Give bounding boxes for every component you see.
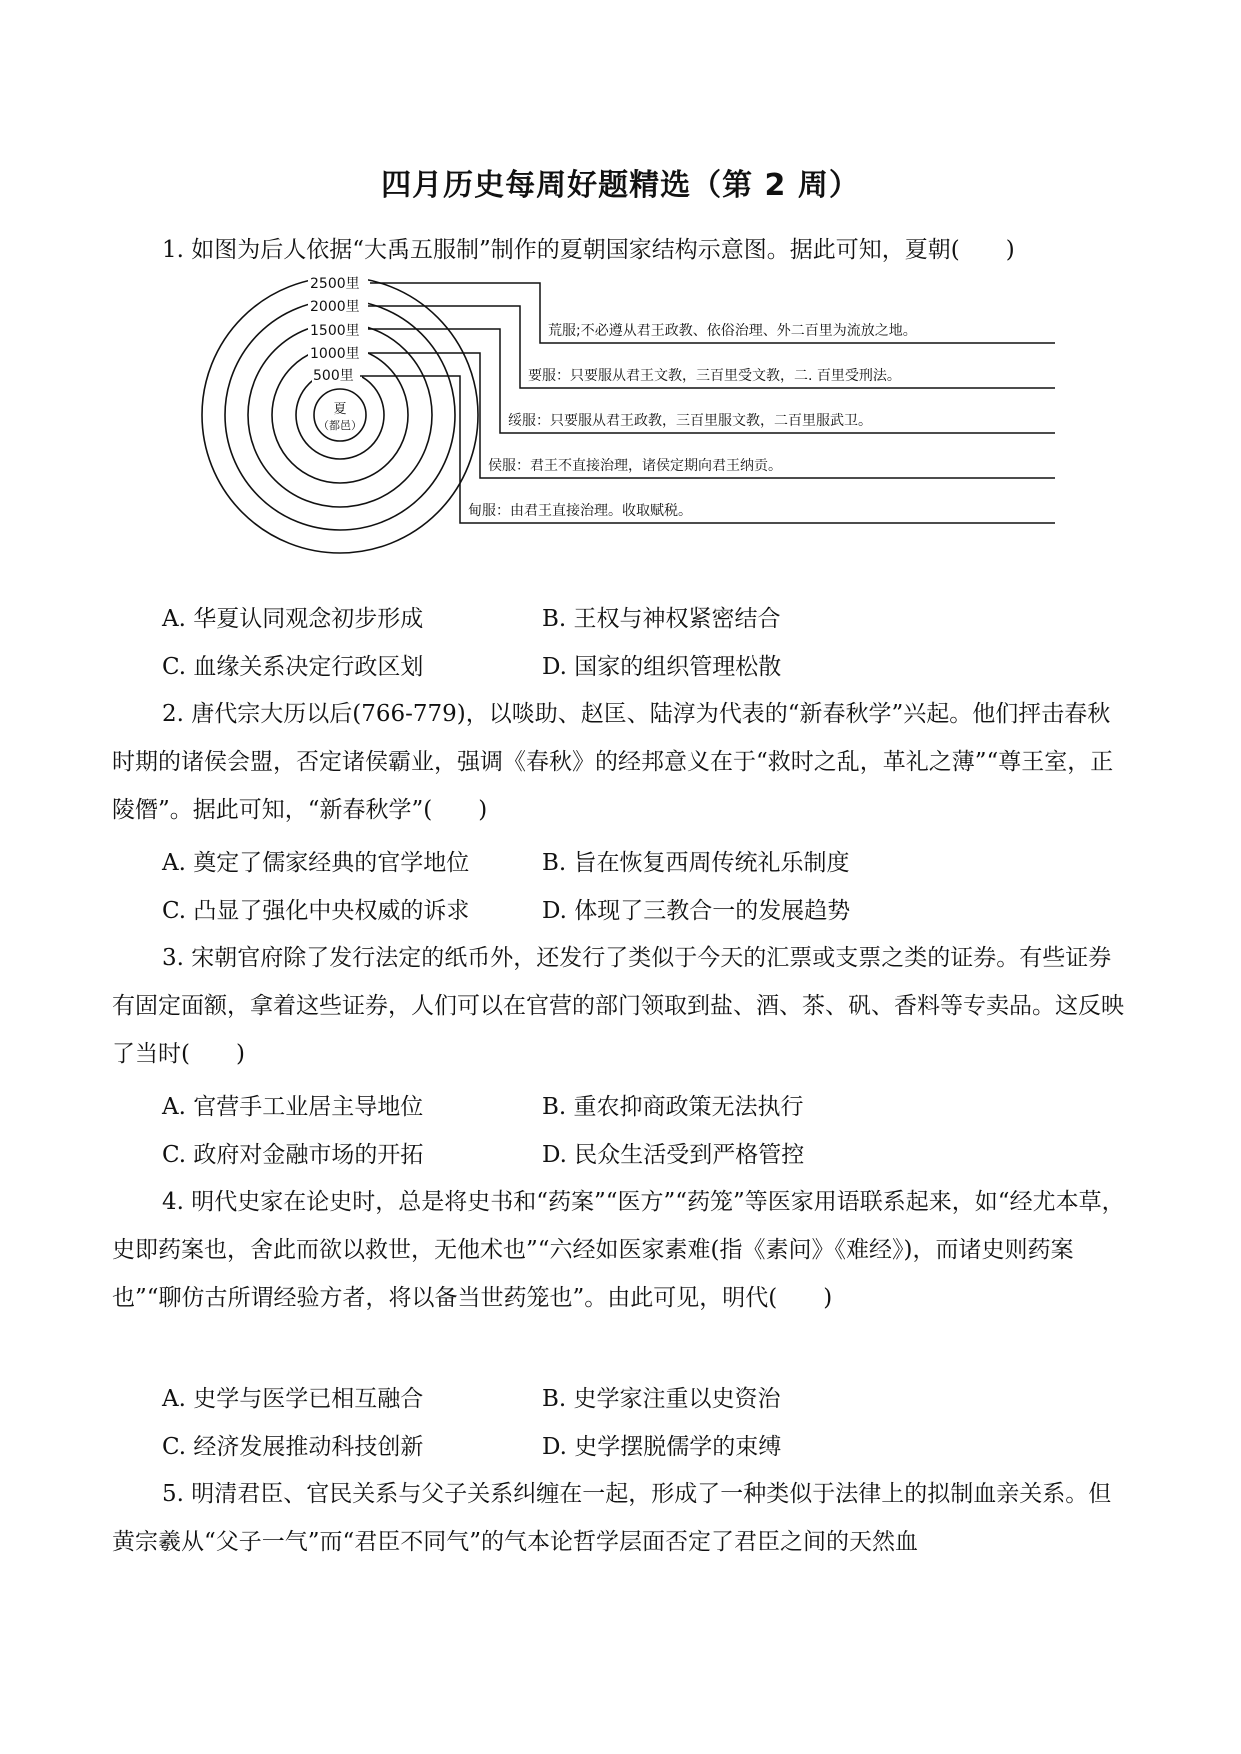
q3-option-a: A. 官营手工业居主导地位 <box>162 1094 424 1120</box>
q1-option-c: C. 血缘关系决定行政区划 <box>162 654 424 680</box>
zone-suifu: 绥服：只要服从君王政教，三百里服文教，二百里服武卫。 <box>508 413 872 429</box>
q4-option-b: B. 史学家注重以史资治 <box>542 1386 781 1412</box>
ring-label-500: 500里 <box>313 368 354 384</box>
q3-option-d: D. 民众生活受到严格管控 <box>542 1142 805 1168</box>
capital-sublabel: （都邑） <box>318 419 362 432</box>
ring-label-2000: 2000里 <box>310 299 360 315</box>
q4-option-d: D. 史学摆脱儒学的束缚 <box>542 1434 782 1460</box>
q3-option-c: C. 政府对金融市场的开拓 <box>162 1142 424 1168</box>
q2-option-b: B. 旨在恢复西周传统礼乐制度 <box>542 850 850 876</box>
leader-lines <box>360 283 1055 523</box>
q1-option-a: A. 华夏认同观念初步形成 <box>162 606 424 632</box>
q2-option-c: C. 凸显了强化中央权威的诉求 <box>162 898 470 924</box>
q3-option-b: B. 重农抑商政策无法执行 <box>542 1094 804 1120</box>
page-title: 四月历史每周好题精选（第 2 周） <box>381 168 860 203</box>
question-5-stem: 5. 明清君臣、官民关系与父子关系纠缠在一起，形成了一种类似于法律上的拟制血亲关系。但黄宗羲从“父子一气”而“君臣不同气”的气本论哲学层面否定了君臣之间的天然血 <box>112 1481 1112 1555</box>
question-1-stem: 1. 如图为后人依据“大禹五服制”制作的夏朝国家结构示意图。据此可知，夏朝( ) <box>162 237 1015 263</box>
q1-option-d: D. 国家的组织管理松散 <box>542 654 782 680</box>
q4-option-a: A. 史学与医学已相互融合 <box>162 1386 424 1412</box>
q2-option-d: D. 体现了三教合一的发展趋势 <box>542 898 851 924</box>
question-3-stem: 3. 宋朝官府除了发行法定的纸币外，还发行了类似于今天的汇票或支票之类的证券。有些证券有固定面额，拿着这些证券，人们可以在官营的部门领取到盐、酒、茶、矾、香料等专卖品。这反映了当时( ) <box>112 945 1124 1067</box>
zone-huangfu: 荒服;不必遵从君王政教、依俗治理、外二百里为流放之地。 <box>548 323 917 339</box>
question-2-stem: 2. 唐代宗大历以后(766-779)，以啖助、赵匡、陆淳为代表的“新春秋学”兴起。他们抨击春秋时期的诸侯会盟，否定诸侯霸业，强调《春秋》的经邦意义在于“救时之乱，革礼之薄”“尊王室，正陵僭”。据此可知，“新春秋学”( ) <box>112 701 1114 823</box>
zone-yaofu: 要服：只要服从君王文教，三百里受文教，二. 百里受刑法。 <box>528 368 901 384</box>
wufu-structure-diagram <box>200 275 1080 575</box>
zone-dianfu: 甸服：由君王直接治理。收取赋税。 <box>468 503 692 519</box>
ring-label-1000: 1000里 <box>310 346 360 362</box>
q1-option-b: B. 王权与神权紧密结合 <box>542 606 781 632</box>
ring-label-2500: 2500里 <box>310 276 360 292</box>
q4-option-c: C. 经济发展推动科技创新 <box>162 1434 424 1460</box>
ring-label-1500: 1500里 <box>310 323 360 339</box>
question-4-stem: 4. 明代史家在论史时，总是将史书和“药案”“医方”“药笼”等医家用语联系起来，如“经尤本草，史即药案也，舍此而欲以救世，无他术也”“六经如医家素难(指《素问》《难经》)，而诸史则药案也”“聊仿古所谓经验方者，将以备当世药笼也”。由此可见，明代( ) <box>112 1189 1125 1311</box>
capital-label: 夏 <box>333 402 347 417</box>
q2-option-a: A. 奠定了儒家经典的官学地位 <box>162 850 470 876</box>
zone-houfu: 侯服：君王不直接治理，诸侯定期向君王纳贡。 <box>488 458 782 474</box>
